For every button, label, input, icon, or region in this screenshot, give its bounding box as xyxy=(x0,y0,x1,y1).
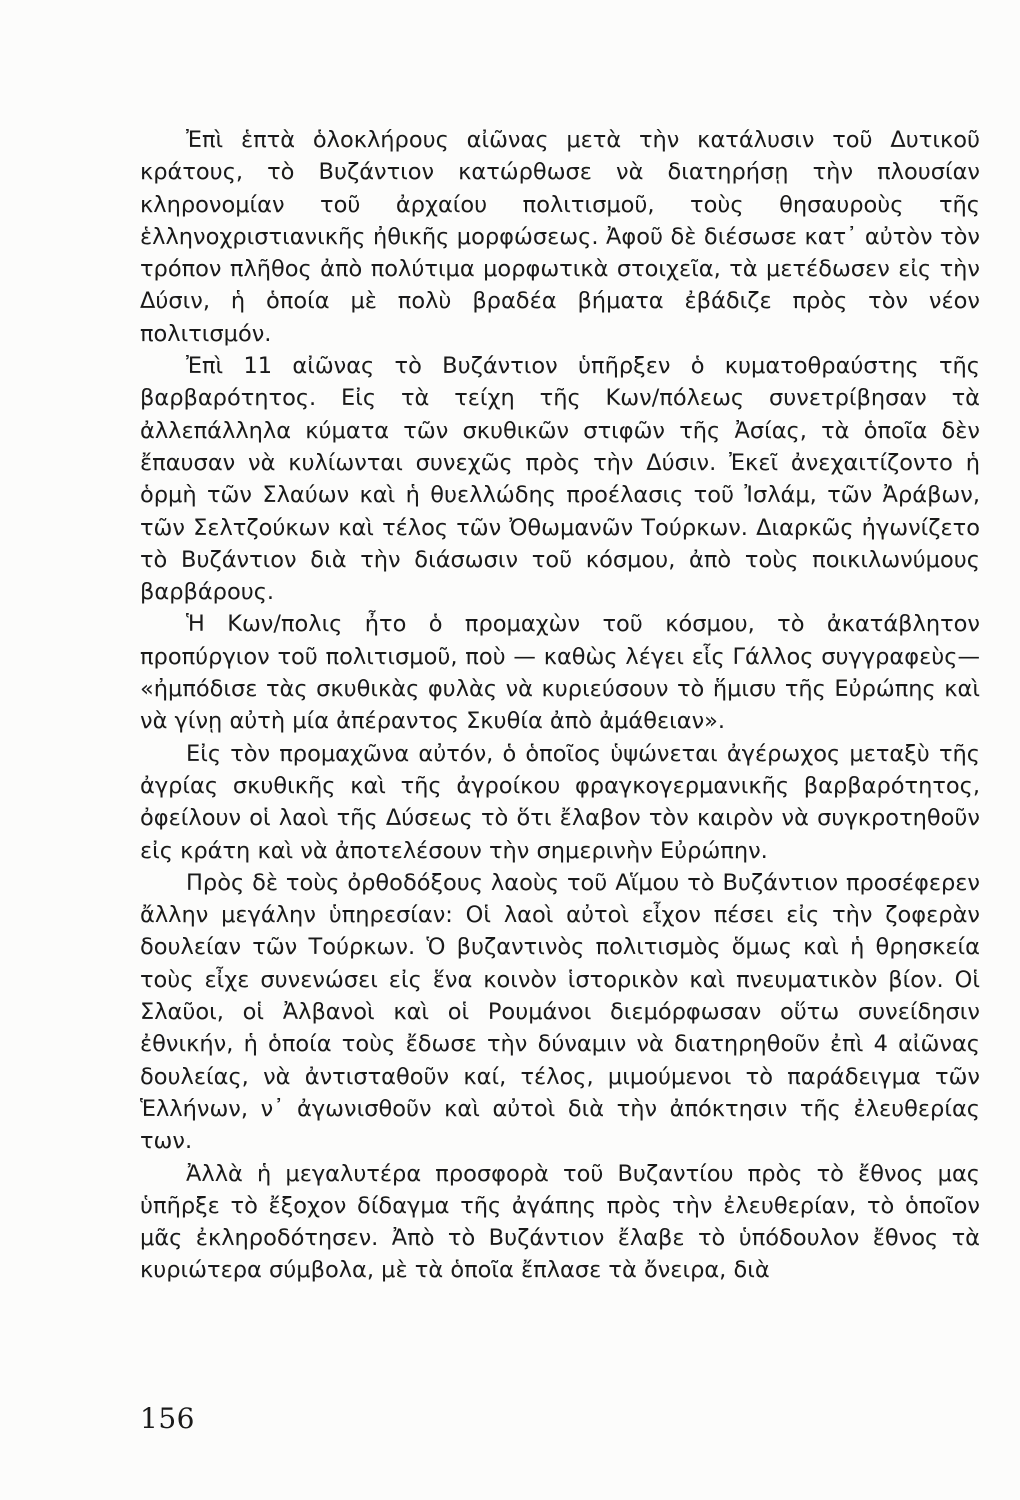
paragraph-1: Ἐπὶ ἑπτὰ ὁλοκλήρους αἰῶνας μετὰ τὴν κατάλυσιν τοῦ Δυτικοῦ κράτους, τὸ Βυζάντιον κατώρθωσε νὰ διατηρήσῃ τὴν πλουσίαν κληρονομίαν τοῦ ἀρχαίου πολιτισμοῦ, τοὺς θησαυροὺς τῆς ἑλληνοχριστιανικῆς ἠθικῆς μορφώσεως. Ἀφοῦ δὲ διέσωσε κατ᾽ αὐτὸν τὸν τρόπον πλῆθος ἀπὸ πολύτιμα μορφωτικὰ στοιχεῖα, τὰ μετέδωσεν εἰς τὴν Δύσιν, ἡ ὁποία μὲ πολὺ βραδέα βήματα ἐβάδιζε πρὸς τὸν νέον πολιτισμόν. xyxy=(140,127,980,347)
paragraph-3: Ἡ Κων/πολις ἦτο ὁ προμαχὼν τοῦ κόσμου, τὸ ἀκατάβλητον προπύργιον τοῦ πολιτισμοῦ, ποὺ — καθὼς λέγει εἷς Γάλλος συγγραφεὺς— «ἠμπόδισε τὰς σκυθικὰς φυλὰς νὰ κυριεύσουν τὸ ἥμισυ τῆς Εὐρώπης καὶ νὰ γίνῃ αὐτὴ μία ἀπέραντος Σκυθία ἀπὸ ἀμάθειαν». xyxy=(140,611,980,735)
paragraph-2: Ἐπὶ 11 αἰῶνας τὸ Βυζάντιον ὑπῆρξεν ὁ κυματοθραύστης τῆς βαρβαρότητος. Εἰς τὰ τείχη τῆς Κων/πόλεως συνετρίβησαν τὰ ἀλλεπάλληλα κύματα τῶν σκυθικῶν στιφῶν τῆς Ἀσίας, τὰ ὁποῖα δὲν ἔπαυσαν νὰ κυλίωνται συνεχῶς πρὸς τὴν Δύσιν. Ἐκεῖ ἀνεχαιτίζοντο ἡ ὁρμὴ τῶν Σλαύων καὶ ἡ θυελλώδης προέλασις τοῦ Ἰσλάμ, τῶν Ἀράβων, τῶν Σελτζούκων καὶ τέλος τῶν Ὀθωμανῶν Τούρκων. Διαρκῶς ἠγωνίζετο τὸ Βυζάντιον διὰ τὴν διάσωσιν τοῦ κόσμου, ἀπὸ τοὺς ποικιλωνύμους βαρβάρους. xyxy=(140,353,980,606)
page-number: 156 xyxy=(140,1402,195,1435)
paragraph-4: Εἰς τὸν προμαχῶνα αὐτόν, ὁ ὁποῖος ὑψώνεται ἀγέρωχος μεταξὺ τῆς ἀγρίας σκυθικῆς καὶ τῆς ἀγροίκου φραγκογερμανικῆς βαρβαρότητος, ὀφείλουν οἱ λαοὶ τῆς Δύσεως τὸ ὅτι ἔλαβον τὸν καιρὸν νὰ συγκροτηθοῦν εἰς κράτη καὶ νὰ ἀποτελέσουν τὴν σημερινὴν Εὐρώπην. xyxy=(140,740,980,864)
paragraph-5: Πρὸς δὲ τοὺς ὀρθοδόξους λαοὺς τοῦ Αἵμου τὸ Βυζάντιον προσέφερεν ἄλλην μεγάλην ὑπηρεσίαν: Οἱ λαοὶ αὐτοὶ εἶχον πέσει εἰς τὴν ζοφερὰν δουλείαν τῶν Τούρκων. Ὁ βυζαντινὸς πολιτισμὸς ὅμως καὶ ἡ θρησκεία τοὺς εἶχε συνενώσει εἰς ἕνα κοινὸν ἱστορικὸν καὶ πνευματικὸν βίον. Οἱ Σλαῦοι, οἱ Ἀλβανοὶ καὶ οἱ Ρουμάνοι διεμόρφωσαν οὕτω συνείδησιν ἐθνικήν, ἡ ὁποία τοὺς ἔδωσε τὴν δύναμιν νὰ διατηρηθοῦν ἐπὶ 4 αἰῶνας δουλείας, νὰ ἀντισταθοῦν καί, τέλος, μιμούμενοι τὸ παράδειγμα τῶν Ἑλλήνων, ν᾽ ἀγωνισθοῦν καὶ αὐτοὶ διὰ τὴν ἀπόκτησιν τῆς ἐλευθερίας των. xyxy=(140,869,980,1155)
paragraph-6: Ἀλλὰ ἡ μεγαλυτέρα προσφορὰ τοῦ Βυζαντίου πρὸς τὸ ἔθνος μας ὑπῆρξε τὸ ἔξοχον δίδαγμα τῆς ἀγάπης πρὸς τὴν ἐλευθερίαν, τὸ ὁποῖον μᾶς ἐκληροδότησεν. Ἀπὸ τὸ Βυζάντιον ἔλαβε τὸ ὑπόδουλον ἔθνος τὰ κυριώτερα σύμβολα, μὲ τὰ ὁποῖα ἔπλασε τὰ ὄνειρα, διὰ xyxy=(140,1160,980,1284)
body-text xyxy=(140,124,980,1287)
